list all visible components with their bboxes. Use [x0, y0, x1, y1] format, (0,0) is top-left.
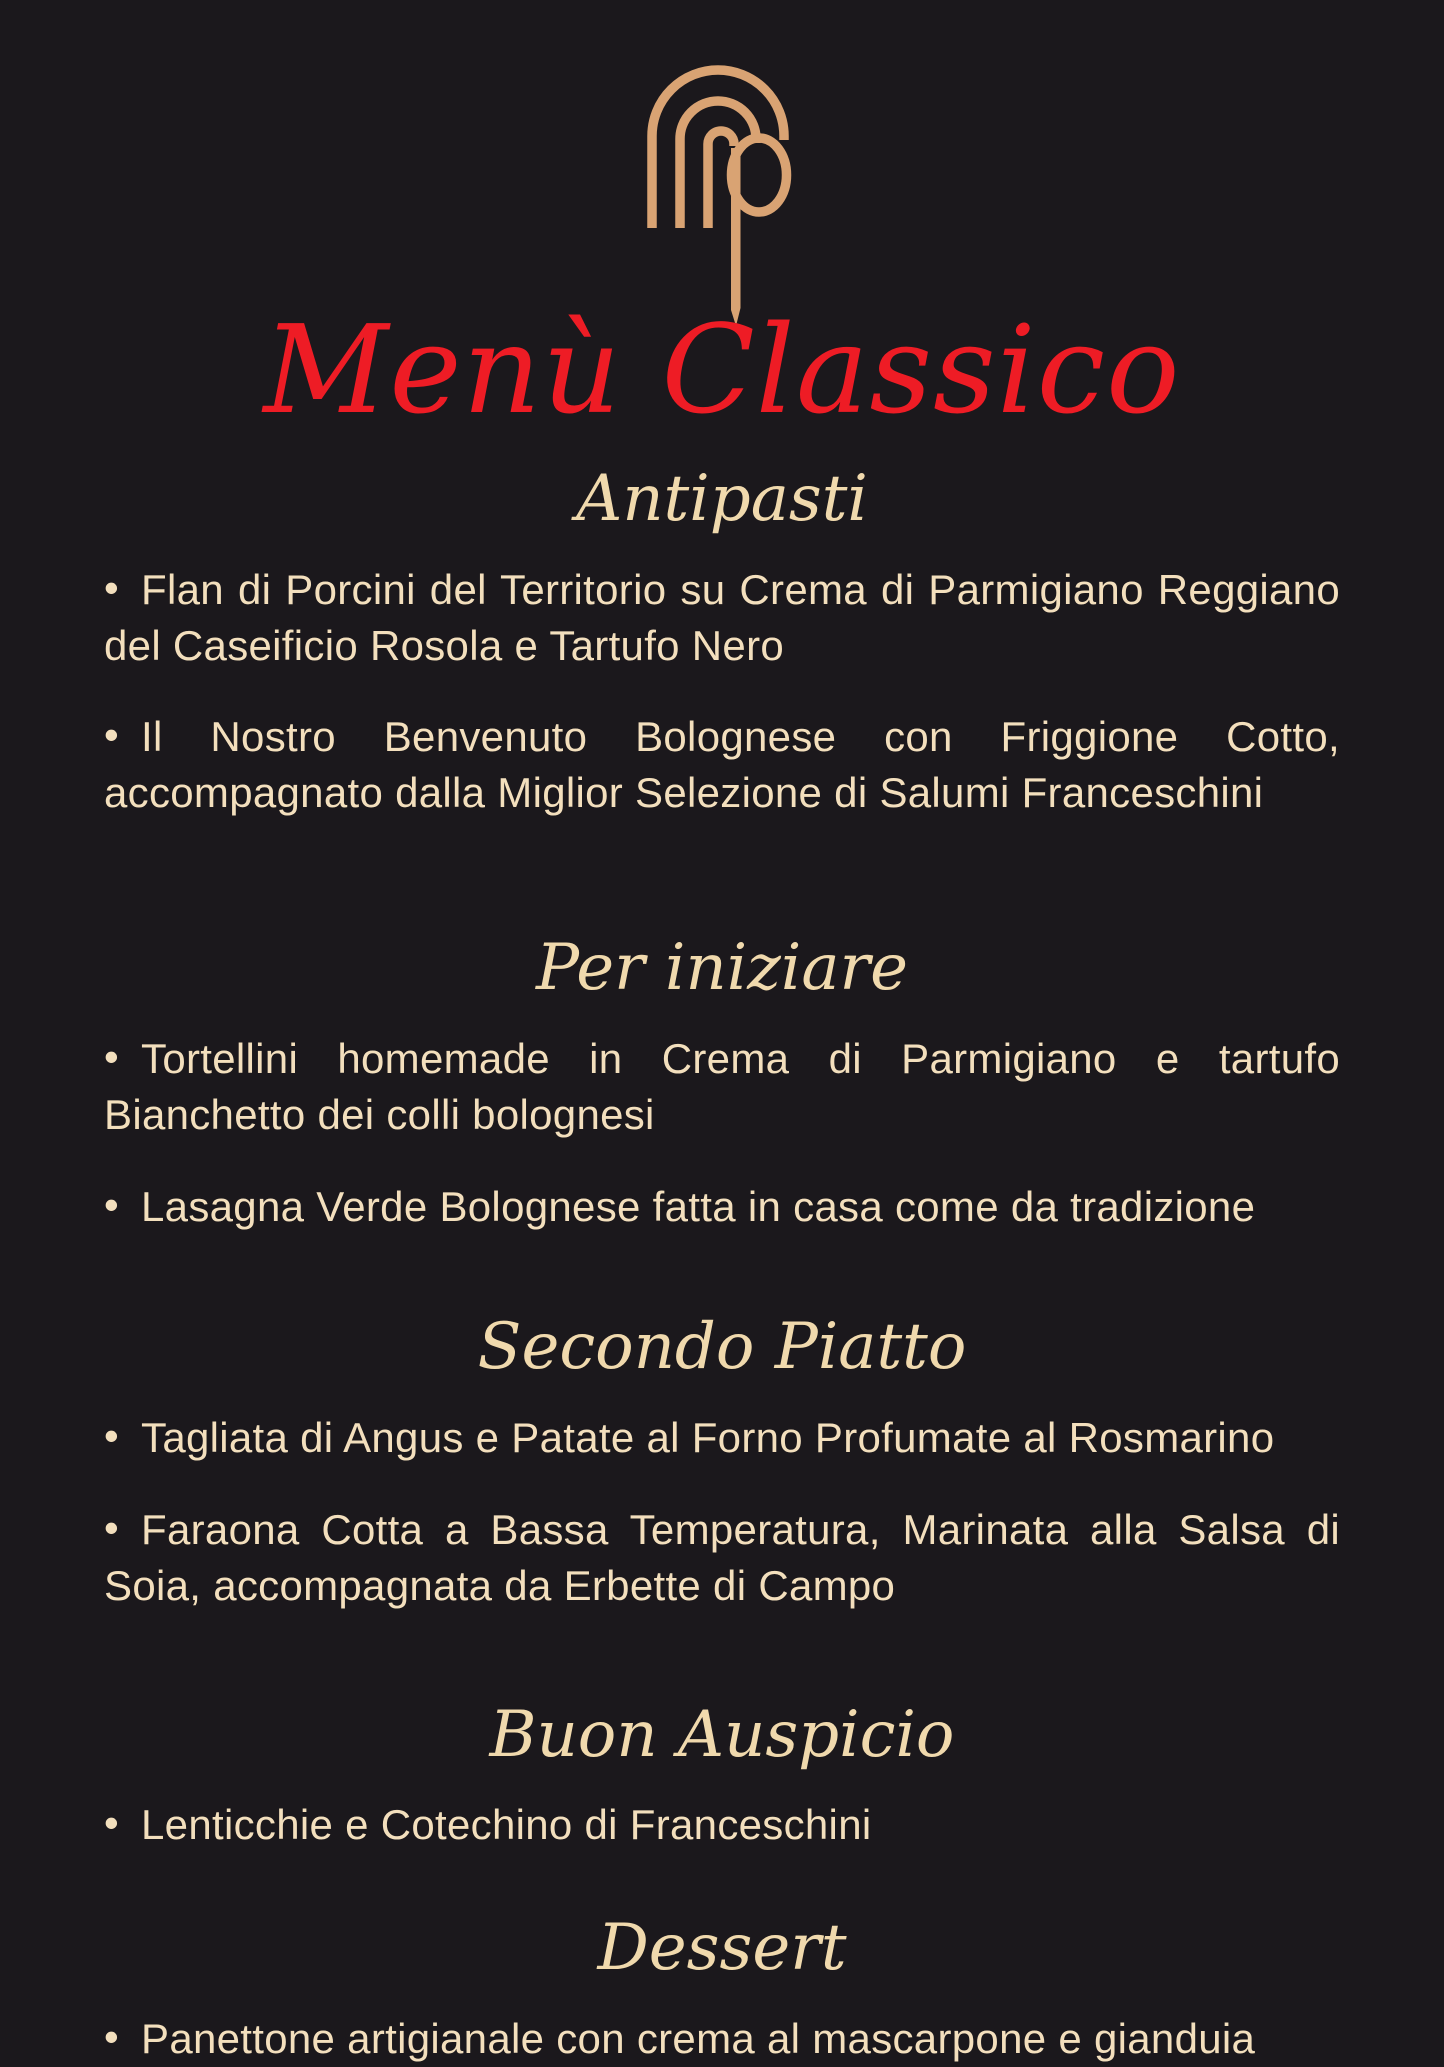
bullet-icon: • [104, 1180, 120, 1228]
menu-item-text: Lenticchie e Cotechino di Franceschini [141, 1801, 872, 1849]
menu-item-text: Panettone artigianale con crema al mascarpone e gianduia [141, 2014, 1256, 2062]
section-per-iniziare [104, 933, 1340, 1234]
section-title-buon-auspicio: Buon Auspicio [489, 1697, 955, 1772]
menu-item [104, 562, 1340, 674]
menu-item [104, 1031, 1340, 1143]
section-title-dessert: Dessert [597, 1911, 847, 1986]
menu-item-text: Tortellini homemade in Crema di Parmigiano e tartufo Bianchetto dei colli bolognesi [104, 1034, 1340, 1138]
menu-item-text: Flan di Porcini del Territorio su Crema di Parmigiano Reggiano del Caseificio Rosola e Tartufo Nero [104, 565, 1340, 669]
menu-item-text: Lasagna Verde Bolognese fatta in casa come da tradizione [141, 1182, 1256, 1230]
menu-item-text: Faraona Cotta a Bassa Temperatura, Marinata alla Salsa di Soia, accompagnata da Erbette di Campo [104, 1505, 1340, 1609]
bullet-icon: • [104, 1032, 120, 1080]
menu-item [104, 1179, 1340, 1235]
section-buon-auspicio [104, 1697, 1340, 1854]
section-title-per-iniziare: Per iniziare [536, 931, 908, 1006]
menu-item-text: Il Nostro Benvenuto Bolognese con Friggione Cotto, accompagnato dalla Miglior Selezione di Salumi Franceschini [104, 713, 1340, 817]
p-monogram-icon [637, 56, 807, 332]
bullet-icon: • [104, 563, 120, 611]
menu-item [104, 709, 1340, 821]
bullet-icon: • [104, 1412, 120, 1460]
bullet-icon: • [104, 711, 120, 759]
bullet-icon: • [104, 2012, 120, 2060]
section-antipasti [104, 464, 1340, 821]
section-title-antipasti: Antipasti [576, 462, 868, 537]
menu-item-text: Tagliata di Angus e Patate al Forno Profumate al Rosmarino [141, 1414, 1275, 1462]
bullet-icon: • [104, 1503, 120, 1551]
menu-item [104, 1502, 1340, 1614]
section-secondo-piatto [104, 1312, 1340, 1613]
restaurant-logo [637, 56, 807, 332]
section-dessert [104, 1913, 1340, 2067]
menu-item [104, 2011, 1340, 2067]
menu-item [104, 1797, 1340, 1853]
bullet-icon: • [104, 1799, 120, 1847]
menu-item [104, 1410, 1340, 1466]
menu-title: Menù Classico [263, 299, 1181, 441]
section-title-secondo-piatto: Secondo Piatto [477, 1310, 967, 1385]
logo-outer-arch [652, 70, 784, 228]
